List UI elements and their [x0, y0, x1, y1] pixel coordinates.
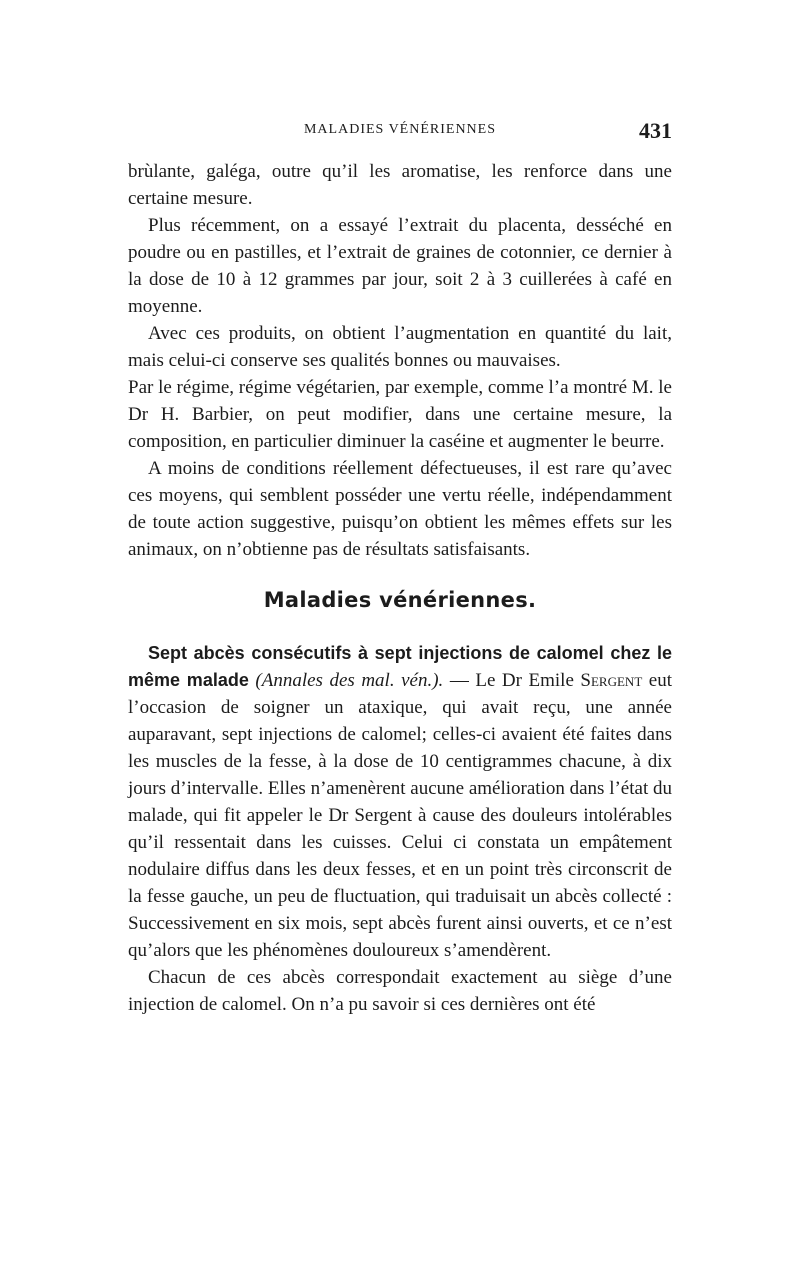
running-head [128, 120, 672, 144]
article-paragraph [128, 640, 672, 964]
body-text [128, 158, 672, 1018]
article-author: Sergent [580, 670, 643, 691]
page-number: 431 [639, 118, 672, 143]
article-text-body: eut l’occasion de soigner un ataxique, qui avait reçu, une année auparavant, sept injections de calomel; celles-ci avaient été faites dans les muscles de la fesse, à la dose de 10 centigrammes chacune, à dix jours d’intervalle. Elles n’amenèrent aucune amélioration dans l’état du malade, qui fit appeler le Dr Sergent à cause des douleurs intolérables qu’il ressentait dans les cuisses. Celui ci constata un empâtement nodulaire diffus dans les deux fesses, et en un point très circonscrit de la fesse gauche, un peu de fluctuation, qui traduisait un abcès collecté : Successivement en six mois, sept abcès furent ainsi ouverts, et ce n’est qu’alors que les phénomènes douloureux s’amendèrent. [128, 670, 673, 961]
paragraph-conditions: A moins de conditions réellement défectueuses, il est rare qu’avec ces moyens, qui semblent posséder une vertu réelle, indépendamment de toute action suggestive, puisqu’on obtient les mêmes effets sur les animaux, on n’obtienne pas de résultats satisfaisants. [128, 458, 672, 560]
running-title: MALADIES VÉNÉRIENNES [303, 122, 496, 137]
paragraph-regime: Par le régime, régime végétarien, par exemple, comme l’a montré M. le Dr H. Barbier, on peut modifier, dans une certaine mesure, la composition, en particulier diminuer la caséine et augmenter le beurre. [128, 377, 672, 452]
paragraph-continuation: brùlante, galéga, outre qu’il les aromatise, les renforce dans une certaine mesure. [128, 161, 672, 209]
article-text-intro: — Le Dr Emile [443, 670, 581, 691]
article-title: Sept abcès consécutifs à sept injections de calomel chez le même malade [128, 643, 672, 690]
paragraph-produits: Avec ces produits, on obtient l’augmentation en quantité du lait, mais celui-ci conserve ses qualités bonnes ou mauvaises. [128, 323, 672, 371]
article-source: (Annales des mal. vén.). [255, 670, 444, 691]
paragraph-placenta: Plus récemment, on a essayé l’extrait du placenta, desséché en poudre ou en pastilles, et l’extrait de graines de cotonnier, ce dernier à la dose de 10 à 12 grammes par jour, soit 2 à 3 cuillerées à café en moyenne. [128, 215, 672, 317]
paragraph-final: Chacun de ces abcès correspondait exactement au siège d’une injection de calomel. On n’a pu savoir si ces dernières ont été [128, 967, 672, 1015]
section-title: Maladies vénériennes. [263, 588, 537, 612]
